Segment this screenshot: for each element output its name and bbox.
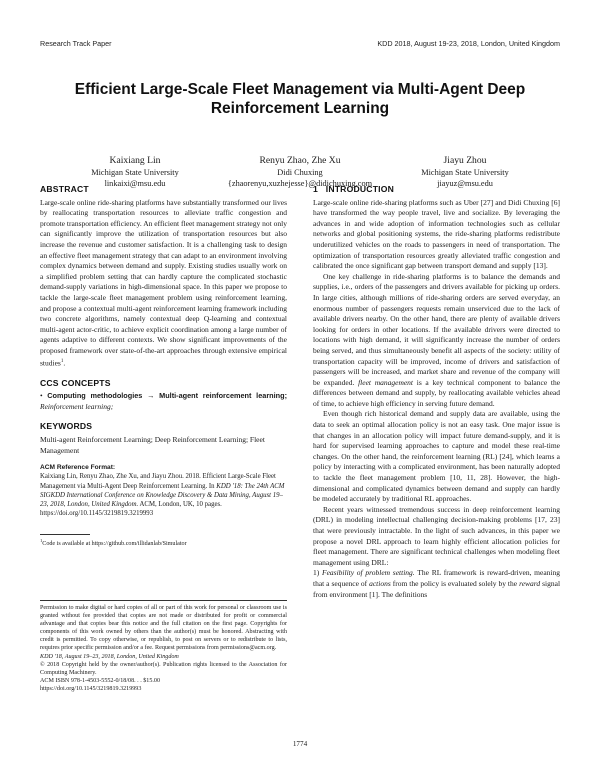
ccs-concepts: • Computing methodologies → Multi-agent reinforcement learning; Reinforcement learning;	[40, 391, 287, 411]
author-email: {zhaorenyu,xuzhejesse}@didichuxing.com	[227, 179, 373, 188]
acm-reference: ACM Reference Format: Kaixiang Lin, Renyu Zhao, Zhe Xu, and Jiayu Zhou. 2018. Efficient Large-Scale Fleet Management via Multi-Agent Deep Reinforcement Learning. In KDD '18: The 24th ACM SIGKDD International Conference on Knowledge Discovery & Data Mining, August 19–23, 2018, London, United Kingdom. ACM, London, UK, 10 pages. https://doi.org/10.1145/3219819.3219993	[40, 463, 287, 518]
abstract-text: Large-scale online ride-sharing platforms have substantially transformed our lives by reallocating transportation resources to alleviate traffic congestion and promote transportation efficiency. An efficient fleet management strategy not only can significantly improve the utilization of transportation resources but also increase the revenue and customer satisfaction. It is a challenging task to design an effective fleet management strategy that can adapt to an environment involving complex dynamics between demand and supply. Existing studies usually work on a simplified problem setting that can hardly capture the complicated stochastic demand-supply variations in high-dimensional space. In this paper we propose to tackle the large-scale fleet management problem using reinforcement learning, and propose a contextual multi-agent reinforcement learning framework including two concrete algorithms, namely contextual deep Q-learning and contextual multi-agent actor-critic, to achieve explicit coordination among a large number of agents adaptive to different contexts. We show significant improvements of the proposed framework over state-of-the-art approaches through extensive empirical studies$^1$.	[40, 197, 287, 367]
author-name: Kaixiang Lin	[109, 155, 161, 166]
intro-paragraph-1: Large-scale online ride-sharing platforms such as Uber [27] and Didi Chuxing [6] have transformed the way people travel, live and socialize. By leveraging the advances in and wide adoption of information technologies such as cellular networks and global positioning systems, the ride-sharing platforms redistribute underutilized vehicles on the roads to passengers in need of transportation. The optimization of transportation resources greatly alleviated traffic congestion and calibrated the once significant gap between transport demand and supply [13].	[313, 197, 560, 271]
author-email: jiayuz@msu.edu	[437, 179, 493, 188]
intro-paragraph-4: Recent years witnessed tremendous success in deep reinforcement learning (DRL) in modeling intellectual challenging decision-making problems [17, 23] that were previously intractable. In the light of such advances, in this paper we propose a novel DRL approach to learn highly efficient allocation policies for fleet management. There are significant technical challenges when modeling fleet management using DRL:	[313, 504, 560, 567]
introduction-heading: 1 INTRODUCTION	[313, 184, 395, 194]
intro-paragraph-3: Even though rich historical demand and supply data are available, using the data to seek an optimal allocation policy is not an easy task. One major issue is that changes in an allocation policy will impact future demand-supply, and it is hard for supervised learning approaches to capture and model these real-time changes. On the other hand, the reinforcement learning (RL) [24], which learns a policy by interacting with a complicated environment, has been naturally adopted to tackle the fleet management problem [10, 11, 28]. However, the high-dimensional and complicated dynamics between demand and supply can hardly be modeled accurately by traditional RL approaches.	[313, 409, 560, 504]
intro-paragraph-2: One key challenge in ride-sharing platforms is to balance the demands and supplies, i.e., orders of the passengers and drivers available for picking up orders. In large cities, although millions of ride-sharing orders are served everyday, an enormous number of passengers requests remain unserviced due to the lack of available drivers nearby. On the other hand, there are plenty of available drivers looking for orders in other locations. If the available drivers were directed to locations with high demand, it will significantly increase the number of orders being served, and thus simultaneously benefit all aspects of the society: utility of transportation capacity will be improved, income of drivers and satisfaction of passengers will be increased, and market share and revenue of the company will be expanded. fleet management is a key technical component to balance the differences between demand and supply, by reallocating available vehicles ahead of time, to achieve high efficiency in serving future demand.	[313, 271, 561, 408]
right-column	[313, 184, 560, 600]
permission-notice: Permission to make digital or hard copies of all or part of this work for personal or classroom use is granted without fee provided that copies are not made or distributed for profit or commercial advantage and that copies bear this notice and the full citation on the first page. Copyrights for components of this work owned by others than the author(s) must be honored. Abstracting with credit is permitted. To copy otherwise, or republish, to post on servers or to redistribute to lists, requires prior specific permission and/or a fee. Request permissions from permissions@acm.org. KDD '18, August 19–23, 2018, London, United Kingdom © 2018 Copyright held by the owner/author(s). Publication rights licensed to the Association for Computing Machinery. ACM ISBN 978-1-4503-5552-0/18/08. . . $15.00 https://doi.org/10.1145/3219819.3219993	[40, 600, 287, 693]
author-email: linkaixi@msu.edu	[104, 179, 166, 188]
page-number: 1774	[292, 740, 308, 748]
footnote: $^1$Code is available at https://github.com/illidanlab/Simulator	[40, 538, 187, 548]
permission-rule	[40, 600, 287, 601]
author-affiliation: Michigan State University	[91, 168, 179, 177]
footnote-marker: 1	[60, 358, 64, 364]
footnote-rule	[40, 534, 90, 535]
author-name: Jiayu Zhou	[443, 155, 487, 166]
ccs-heading: CCS CONCEPTS	[40, 377, 111, 388]
left-column	[40, 184, 287, 549]
running-header-left: Research Track Paper	[40, 39, 112, 48]
keywords-text: Multi-agent Reinforcement Learning; Deep Reinforcement Learning; Fleet Management	[40, 434, 265, 455]
copyright-doi: https://doi.org/10.1145/3219819.3219993	[40, 685, 142, 692]
paper-title: Efficient Large-Scale Fleet Management via Multi-Agent Deep Reinforcement Learning	[74, 81, 526, 117]
author-name: Renyu Zhao, Zhe Xu	[259, 155, 341, 166]
copyright-venue: KDD '18, August 19–23, 2018, London, United Kingdom	[40, 653, 179, 660]
keywords-heading: KEYWORDS	[40, 421, 93, 432]
running-header-right: KDD 2018, August 19-23, 2018, London, United Kingdom	[377, 39, 560, 48]
author-affiliation: Michigan State University	[421, 168, 509, 177]
copyright-rights: © 2018 Copyright held by the owner/author(s). Publication rights licensed to the Association for Computing Machinery.	[40, 661, 287, 676]
intro-paragraph-5: 1) Feasibility of problem setting. The RL framework is reward-driven, meaning that a sequence of actions from the policy is evaluated solely by the reward signal from environment [1]. The definitions	[313, 568, 561, 599]
copyright-isbn: ACM ISBN 978-1-4503-5552-0/18/08. . . $15.00	[40, 677, 161, 684]
abstract-heading: ABSTRACT	[40, 184, 89, 194]
author-affiliation: Didi Chuxing	[277, 168, 323, 177]
acm-reference-heading: ACM Reference Format:	[40, 464, 116, 472]
